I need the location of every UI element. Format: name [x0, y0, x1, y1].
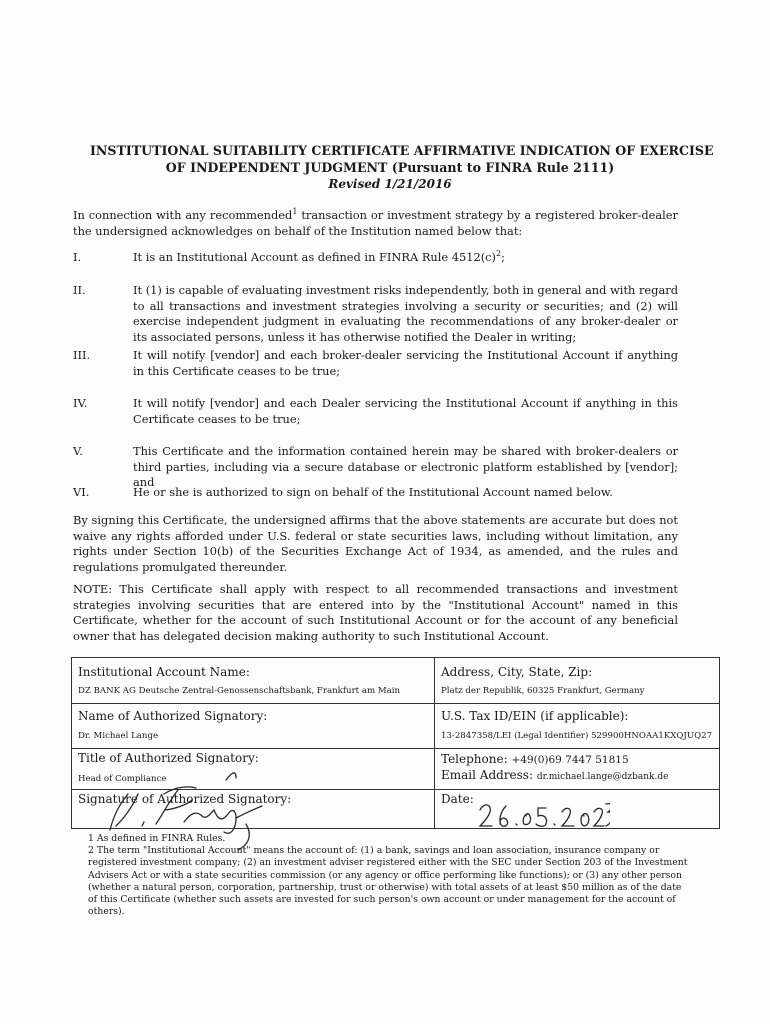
item-text: [133, 250, 678, 266]
footnote-ref-1: 1: [292, 207, 298, 217]
document-title: [90, 142, 714, 193]
tax-id-value[interactable]: 13-2847358/LEI (Legal Identifier) 529900HNOAA1KXQJUQ27: [441, 731, 713, 741]
intro-after: transaction or investment strategy by a registered broker-dealer the undersigned acknowledges on behalf of the Institution named below that:: [73, 208, 678, 238]
form-divider: [434, 658, 435, 828]
handwritten-date: [470, 796, 610, 836]
telephone-field: [441, 752, 629, 766]
item-number: III.: [73, 348, 91, 362]
form-divider: [72, 748, 719, 749]
footnotes: [88, 833, 688, 918]
footnote-1: 1 As defined in FINRA Rules.: [88, 833, 226, 844]
revised-date: Revised 1/21/2016: [328, 177, 452, 191]
item-text-main: It is an Institutional Account as defined in FINRA Rule 4512(c): [133, 250, 496, 264]
item-number: II.: [73, 283, 86, 297]
note-paragraph: NOTE: This Certificate shall apply with respect to all recommended transactions and investment strategies involving securities that are entered into by the "Institutional Account" named in this Certificate, whether for the account of such Institutional Account or for the account of any beneficial owner that has delegated decision making authority to such Institutional Account.: [73, 582, 678, 643]
account-name-value[interactable]: DZ BANK AG Deutsche Zentral-Genossenschaftsbank, Frankfurt am Main: [78, 686, 401, 696]
signatory-name-value[interactable]: Dr. Michael Lange: [78, 731, 159, 741]
date-label: Date:: [441, 792, 474, 806]
footnote-ref-2: 2: [496, 249, 502, 259]
title-line-1: INSTITUTIONAL SUITABILITY CERTIFICATE AFFIRMATIVE INDICATION OF EXERCISE: [90, 143, 714, 158]
item-text: He or she is authorized to sign on behalf of the Institutional Account named below.: [133, 485, 613, 499]
item-number: I.: [73, 250, 82, 264]
tax-id-label: U.S. Tax ID/EIN (if applicable):: [441, 709, 629, 723]
email-value[interactable]: dr.michael.lange@dzbank.de: [536, 772, 669, 782]
account-name-label: Institutional Account Name:: [78, 665, 250, 679]
telephone-label: Telephone:: [441, 752, 512, 766]
intro-before: In connection with any recommended: [73, 208, 293, 222]
title-line-2: OF INDEPENDENT JUDGMENT (Pursuant to FINRA Rule 2111): [165, 160, 615, 175]
signatory-title-value[interactable]: Head of Compliance: [78, 774, 167, 784]
email-field: [441, 768, 668, 782]
footnote-2: 2 The term "Institutional Account" means the account of: (1) a bank, savings and loan association, insurance company or registered investment company; (2) an investment adviser registered either with the SEC under Section 203 of the Investment Advisers Act or with a state securities commission (or any agency or office performing like functions); or (3) any other person (whether a natural person, corporation, partnership, trust or otherwise) with total assets of at least $50 million as of the date of this Certificate (whether such assets are invested for such person's own account or under management for the account of others).: [88, 845, 688, 918]
item-text: It will notify [vendor] and each broker-dealer servicing the Institutional Account if anything in this Certificate ceases to be true;: [133, 348, 678, 378]
item-number: V.: [73, 444, 83, 458]
signatory-name-label: Name of Authorized Signatory:: [78, 709, 268, 723]
address-label: Address, City, State, Zip:: [441, 665, 593, 679]
item-number: IV.: [73, 396, 88, 410]
signing-paragraph: By signing this Certificate, the undersigned affirms that the above statements are accurate but does not waive any rights afforded under U.S. federal or state securities laws, including without limitation, any rights under Section 10(b) of the Securities Exchange Act of 1934, as amended, and the rules and regulations promulgated thereunder.: [73, 513, 678, 574]
intro-paragraph: [73, 208, 678, 239]
email-label: Email Address:: [441, 768, 537, 782]
item-text: It (1) is capable of evaluating investment risks independently, both in general and with regard to all transactions and investment strategies involving a security or securities; and (2) will exercise independent judgment in evaluating the recommendations of any broker-dealer or its associated persons, unless it has otherwise notified the Dealer in writing;: [133, 283, 678, 344]
telephone-value[interactable]: +49(0)69 7447 51815: [511, 754, 629, 766]
item-number: VI.: [73, 485, 90, 499]
item-text: This Certificate and the information contained herein may be shared with broker-dealers or third parties, including via a secure database or electronic platform established by [vendor]; and: [133, 444, 678, 490]
item-text: It will notify [vendor] and each Dealer servicing the Institutional Account if anything in this Certificate ceases to be true;: [133, 396, 678, 426]
form-divider: [72, 703, 719, 704]
signatory-title-label: Title of Authorized Signatory:: [78, 751, 259, 765]
address-value[interactable]: Platz der Republik, 60325 Frankfurt, Germany: [441, 686, 645, 696]
signature-label: Signature of Authorized Signatory:: [78, 792, 292, 806]
item-text-tail: ;: [501, 250, 505, 264]
